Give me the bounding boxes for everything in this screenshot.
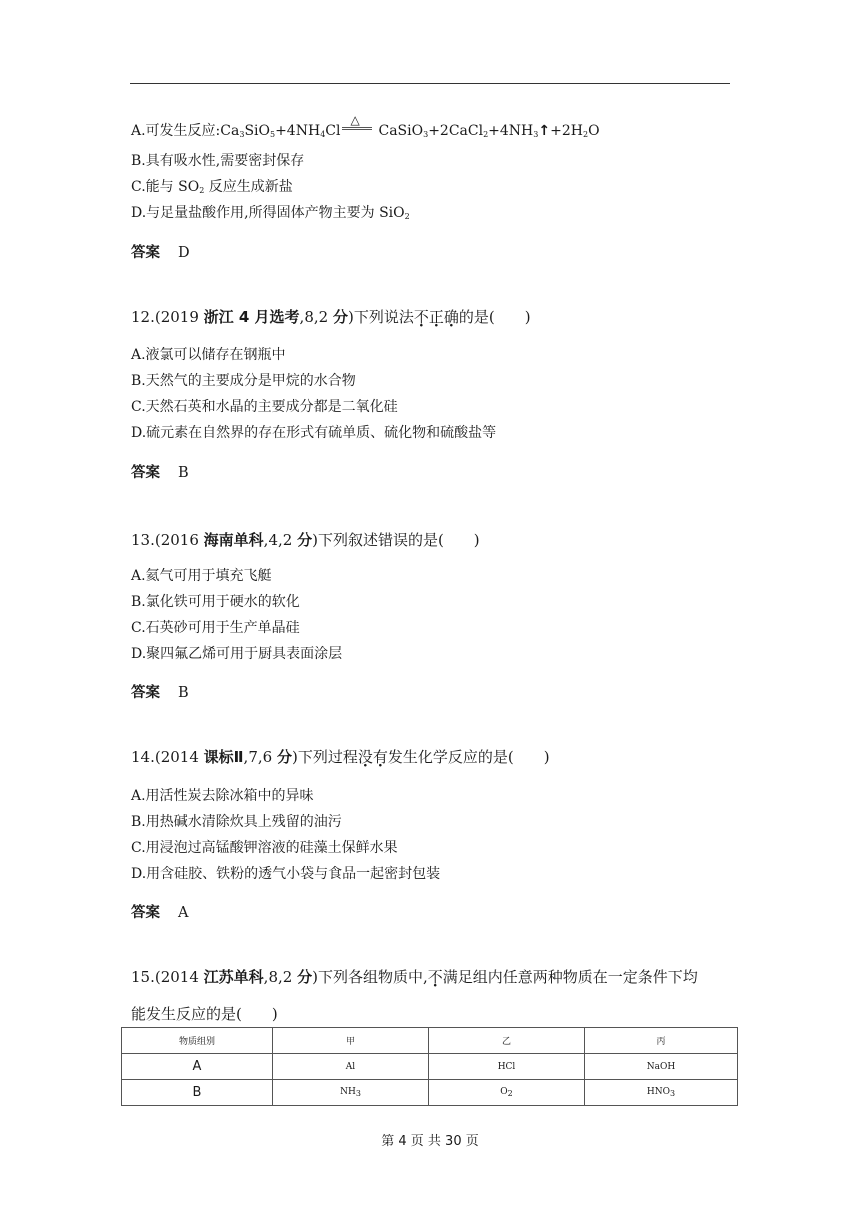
q13-option-d: D.聚四氟乙烯可用于厨具表面涂层 xyxy=(131,646,343,662)
q12-option-c: C.天然石英和水晶的主要成分都是二氧化硅 xyxy=(131,399,398,415)
q11-option-b: B.具有吸水性,需要密封保存 xyxy=(131,153,305,169)
table-header-row xyxy=(122,1028,738,1054)
q11-option-a: A.可发生反应$:Ca_3SiO_5+4NH_4Cl$ △ $CaSiO_3+2CaCl_2+4NH_3↑+2H_2O$ xyxy=(131,113,600,139)
table-cell: $O_2$ xyxy=(429,1080,585,1106)
q14-stem: 14.(2014 课标Ⅱ,7,6 分)下列过程没有发生化学反应的是( ) xyxy=(131,748,550,766)
q11-answer: 答案 D xyxy=(131,245,190,261)
q12-stem: 12.(2019 浙江 4 月选考,8,2 分)下列说法不正确的是( ) xyxy=(131,308,531,326)
q12-option-b: B.天然气的主要成分是甲烷的水合物 xyxy=(131,373,356,389)
q14-option-a: A.用活性炭去除冰箱中的异味 xyxy=(131,788,314,804)
header-rule xyxy=(130,83,730,84)
table-cell: HCl xyxy=(429,1054,585,1080)
table-header: 乙 xyxy=(429,1028,585,1054)
table-header: 丙 xyxy=(585,1028,738,1054)
table-row xyxy=(122,1054,738,1080)
q12-option-a: A.液氯可以储存在钢瓶中 xyxy=(131,347,286,363)
gas-arrow: ↑ xyxy=(538,123,551,139)
page-footer: 第 4 页 共 30 页 xyxy=(381,1134,479,1149)
q13-answer: 答案 B xyxy=(131,685,189,701)
table-cell: B xyxy=(122,1080,273,1106)
table-cell: Al xyxy=(273,1054,429,1080)
q15-stem-line2: 能发生反应的是( ) xyxy=(131,1005,278,1023)
q14-option-c: C.用浸泡过高锰酸钾溶液的硅藻土保鲜水果 xyxy=(131,840,398,856)
table-cell: $HNO_3$ xyxy=(585,1080,738,1106)
q13-option-a: A.氦气可用于填充飞艇 xyxy=(131,568,272,584)
q14-answer: 答案 A xyxy=(131,905,189,921)
table-header: 甲 xyxy=(273,1028,429,1054)
table-row xyxy=(122,1080,738,1106)
q13-option-b: B.氯化铁可用于硬水的软化 xyxy=(131,594,300,610)
heat-condition-sign: △ xyxy=(342,127,372,132)
table-cell: A xyxy=(122,1054,273,1080)
table-header: 物质组别 xyxy=(122,1028,273,1054)
table-cell: $NH_3$ xyxy=(273,1080,429,1106)
q11-option-d: D.与足量盐酸作用,所得固体产物主要为 SiO$_2$ xyxy=(131,205,410,221)
q12-option-d: D.硫元素在自然界的存在形式有硫单质、硫化物和硫酸盐等 xyxy=(131,425,497,441)
q11-option-c: C.能与 $SO_2$ 反应生成新盐 xyxy=(131,179,293,195)
q13-stem: 13.(2016 海南单科,4,2 分)下列叙述错误的是( ) xyxy=(131,531,480,549)
q14-option-d: D.用含硅胶、铁粉的透气小袋与食品一起密封包装 xyxy=(131,866,441,882)
q14-option-b: B.用热碱水清除炊具上残留的油污 xyxy=(131,814,342,830)
table-cell: NaOH xyxy=(585,1054,738,1080)
q13-option-c: C.石英砂可用于生产单晶硅 xyxy=(131,620,300,636)
q15-stem-line1: 15.(2014 江苏单科,8,2 分)下列各组物质中,不满足组内任意两种物质在一定条件下均 xyxy=(131,968,698,986)
q15-table xyxy=(121,1027,738,1106)
q12-answer: 答案 B xyxy=(131,465,189,481)
